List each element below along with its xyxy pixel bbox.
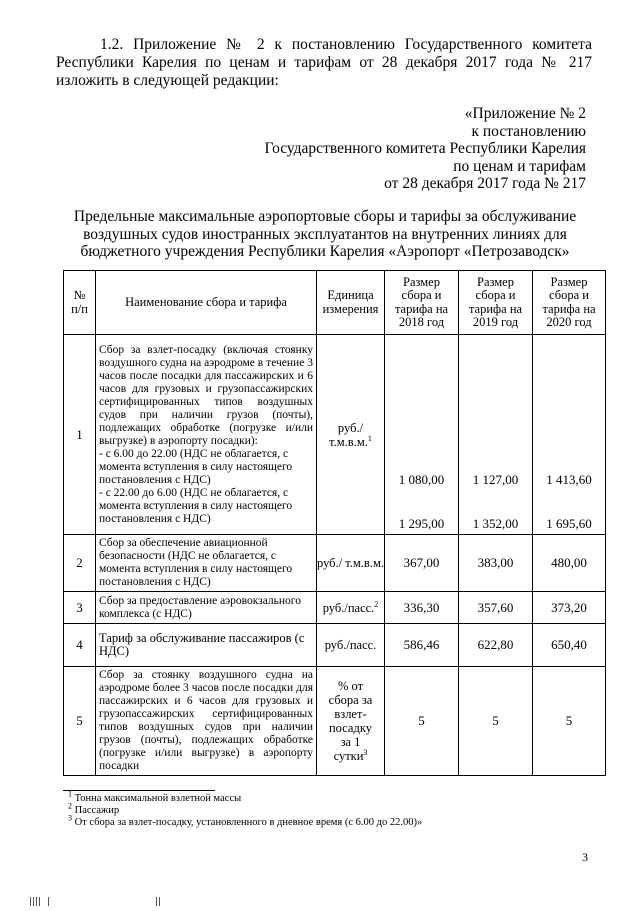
row-name-part: Сбор за взлет-посадку (включая стоянку воздушного судна на аэродроме в течение 3 часов после посадки для пассажирских и 6 часов для грузовых и грузопассажирских сертифицированных типов воздушных судов при наличии грузов (почты), подлежащих обработке (погрузке и/или выгрузке) в аэропорту посадки): (99, 343, 313, 447)
appendix-line: от 28 декабря 2017 года № 217 (384, 175, 586, 192)
footnote-mark: 2 (68, 801, 72, 811)
footnotes (68, 789, 423, 829)
row-name: Сбор за предоставление аэровокзального комплекса (с НДС) (96, 592, 317, 624)
footnote-divider (63, 790, 215, 791)
title-line: Предельные максимальные аэропортовые сборы и тарифы за обслуживание (73, 208, 577, 225)
row-name-part: - с 22.00 до 6.00 (НДС не облагается, с момента вступления в силу настоящего постановления с НДС) (99, 486, 293, 525)
row-value-2018: 336,30 (385, 592, 459, 624)
fees-table (63, 270, 606, 776)
value-day: 1 413,60 (546, 472, 592, 487)
value-day: 1 127,00 (472, 472, 519, 487)
header-unit: Единица измерения (317, 271, 385, 335)
row-value-2018: 5 (385, 667, 459, 776)
row-value-2020: 5 (533, 667, 606, 776)
value-day: 1 080,00 (398, 472, 445, 487)
footnote (68, 789, 422, 805)
footnote-text: Тонна максимальной взлетной массы (74, 793, 242, 804)
footnote (68, 801, 422, 817)
appendix-line: «Приложение № 2 (464, 105, 586, 122)
title-line: воздушных судов иностранных эксплуатантов на внутренних линиях для (83, 225, 567, 243)
table-header-row (64, 271, 606, 335)
row-unit (317, 335, 385, 535)
row-value-2020: 480,00 (533, 535, 606, 592)
appendix-line: к постановлению (471, 122, 586, 140)
footnote-mark: 3 (68, 813, 72, 823)
row-value-2020 (533, 335, 606, 535)
row-value-2018: 367,00 (385, 535, 459, 592)
header-2020: Размер сбора и тарифа на 2020 год (533, 271, 606, 335)
row-num: 4 (64, 624, 96, 667)
row-name: Тариф за обслуживание пассажиров (с НДС) (96, 624, 317, 667)
appendix-header (206, 105, 586, 193)
row-name-part: - с 6.00 до 22.00 (НДС не облагается, с момента вступления в силу настоящего постановления с НДС) (99, 447, 293, 486)
footnote (68, 813, 423, 829)
table-row (64, 335, 606, 535)
row-value-2019: 5 (459, 667, 533, 776)
title-line: бюджетного учреждения Республики Карелия «Аэропорт «Петрозаводск» (80, 243, 570, 260)
row-unit-text: % от сбора за взлет-посадку за 1 сутки (328, 679, 373, 763)
row-value-2019: 357,60 (459, 592, 533, 624)
header-2019: Размер сбора и тарифа на 2019 год (459, 271, 533, 335)
row-unit: руб./пасс. (317, 624, 385, 667)
row-num: 1 (64, 335, 96, 535)
row-num: 2 (64, 535, 96, 592)
footnote-text: Пассажир (74, 805, 120, 816)
table-row (64, 667, 606, 776)
page-number: 3 (582, 850, 588, 864)
row-name: Сбор за стоянку воздушного судна на аэродроме более 3 часов после посадки для пассажирских и 6 часов для грузовых и грузопассажирских сертифицированных типов воздушных судов при наличии грузов (почты), подлежащих обработке (погрузке и/или выгрузке) в аэропорту посадки (96, 667, 317, 776)
row-num: 3 (64, 592, 96, 624)
row-name: Сбор за обеспечение авиационной безопасности (НДС не облагается, с момента вступления в силу настоящего постановления с НДС) (96, 535, 317, 592)
value-night: 1 352,00 (472, 516, 519, 531)
row-num: 5 (64, 667, 96, 776)
footnote-ref: 3 (363, 747, 368, 757)
row-value-2018: 586,46 (385, 624, 459, 667)
row-unit-text: руб./ т.м.в.м. (329, 420, 368, 449)
value-night: 1 295,00 (398, 516, 445, 531)
scan-marks-right (156, 893, 162, 902)
appendix-line: по ценам и тарифам (453, 157, 586, 175)
header-name: Наименование сбора и тарифа (96, 271, 317, 335)
header-num: № п/п (64, 271, 96, 335)
scan-marks-left (30, 893, 51, 902)
row-unit: руб./ т.м.в.м. (317, 535, 385, 592)
row-value-2019: 383,00 (459, 535, 533, 592)
row-name (96, 335, 317, 535)
row-value-2018 (385, 335, 459, 535)
value-night: 1 695,60 (546, 516, 592, 531)
document-title (58, 208, 592, 261)
intro-paragraph (56, 36, 592, 90)
footnote-ref: 2 (374, 599, 379, 609)
footnote-mark: 1 (68, 789, 72, 799)
table-row (64, 535, 606, 592)
footnote-text: От сбора за взлет-посадку, установленного в дневное время (с 6.00 до 22.00)» (74, 817, 423, 828)
table-row (64, 592, 606, 624)
header-2018: Размер сбора и тарифа на 2018 год (385, 271, 459, 335)
row-value-2019 (459, 335, 533, 535)
row-unit-text: руб./пасс. (322, 600, 375, 615)
row-value-2019: 622,80 (459, 624, 533, 667)
appendix-line: Государственного комитета Республики Карелия (264, 140, 586, 157)
footnote-ref: 1 (367, 433, 372, 443)
intro-text: 1.2. Приложение № 2 к постановлению Государственного комитета Республики Карелия по ценам и тарифам от 28 декабря 2017 года № 217 изложить в следующей редакции: (56, 36, 592, 89)
table-row (64, 624, 606, 667)
row-unit (317, 667, 385, 776)
row-unit (317, 592, 385, 624)
row-value-2020: 373,20 (533, 592, 606, 624)
row-value-2020: 650,40 (533, 624, 606, 667)
